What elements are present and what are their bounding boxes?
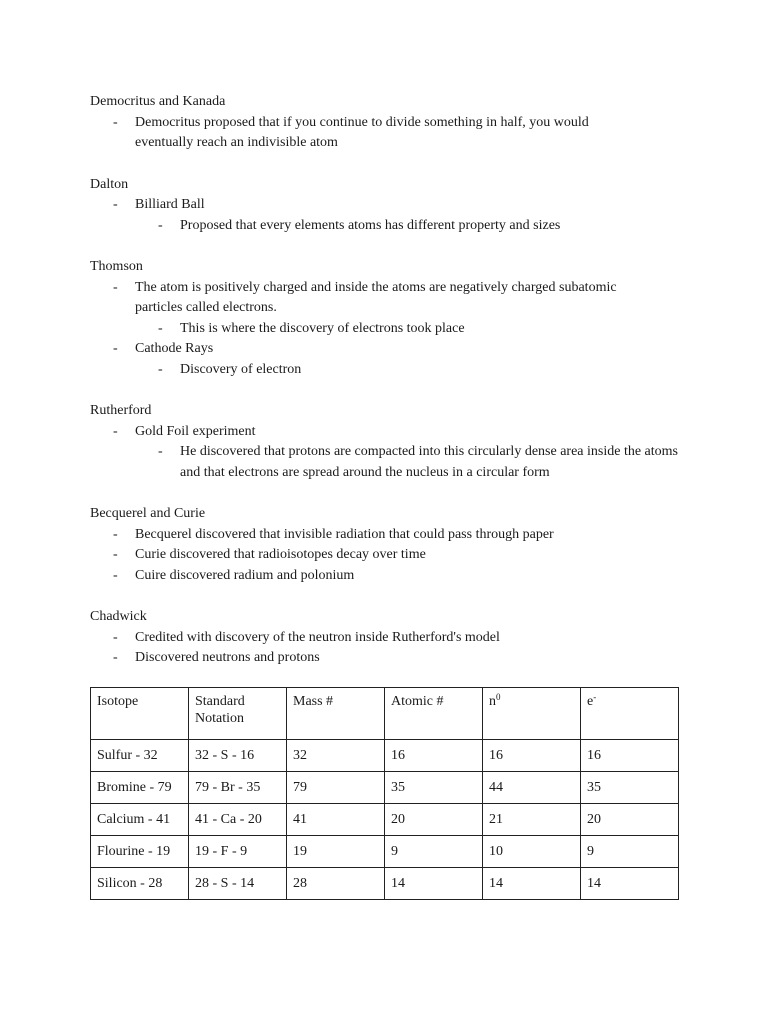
dash-marker: -	[113, 650, 118, 665]
cell-atomic-number: 14	[385, 868, 483, 900]
cell-neutrons: 44	[483, 772, 581, 804]
section-chadwick	[90, 607, 690, 669]
cell-standard-notation: 79 - Br - 35	[189, 772, 287, 804]
dash-marker: -	[113, 526, 118, 542]
cell-atomic-number: 9	[385, 836, 483, 868]
table-row	[91, 836, 679, 868]
dash-marker: -	[158, 217, 163, 233]
section-becquerel-curie	[90, 504, 690, 586]
cell-isotope: Silicon - 28	[91, 868, 189, 900]
header-atomic-number: Atomic #	[385, 688, 483, 740]
dash-marker: -	[113, 423, 118, 439]
table-row	[91, 804, 679, 836]
cell-atomic-number: 20	[385, 804, 483, 836]
bullet-item: - Cuire discovered radium and polonium	[90, 566, 645, 587]
section-heading: Becquerel and Curie	[90, 506, 206, 521]
section-heading: Chadwick	[90, 609, 147, 624]
cell-standard-notation: 19 - F - 9	[189, 836, 287, 868]
dash-marker: -	[113, 197, 118, 212]
cell-neutrons: 14	[483, 868, 581, 900]
dash-marker: -	[158, 320, 163, 336]
cell-mass-number: 28	[287, 868, 385, 900]
sub-bullet-item: - Discovery of electron	[90, 360, 690, 381]
cell-neutrons: 21	[483, 804, 581, 836]
header-isotope: Isotope	[91, 688, 189, 740]
dash-marker: -	[113, 279, 118, 295]
table-row	[91, 740, 679, 772]
header-standard-notation: Standard Notation	[189, 688, 287, 740]
bullet-item: - The atom is positively charged and inside the atoms are negatively charged subatomic particles called electrons.	[113, 279, 617, 315]
bullet-item: - Billiard Ball	[90, 195, 645, 216]
isotope-table	[90, 687, 679, 900]
dash-marker: -	[113, 547, 118, 562]
table-row	[91, 772, 679, 804]
cell-isotope: Flourine - 19	[91, 836, 189, 868]
dash-marker: -	[158, 444, 163, 459]
bullet-item: - Curie discovered that radioisotopes decay over time	[90, 545, 645, 566]
table-header-row	[91, 688, 679, 740]
dash-marker: -	[158, 361, 163, 377]
dash-marker: -	[113, 567, 118, 583]
section-dalton	[90, 175, 690, 237]
bullet-item: - Credited with discovery of the neutron inside Rutherford's model	[90, 628, 645, 649]
bullet-item: - Becquerel discovered that invisible radiation that could pass through paper	[90, 525, 645, 546]
header-mass-number: Mass #	[287, 688, 385, 740]
cell-isotope: Bromine - 79	[91, 772, 189, 804]
sub-bullet-item: - This is where the discovery of electrons took place	[90, 319, 690, 340]
cell-mass-number: 79	[287, 772, 385, 804]
cell-mass-number: 41	[287, 804, 385, 836]
header-electrons: e-	[581, 688, 679, 740]
sub-bullet-item: - Proposed that every elements atoms has different property and sizes	[90, 216, 690, 237]
section-thomson	[90, 257, 690, 380]
cell-atomic-number: 35	[385, 772, 483, 804]
dash-marker: -	[113, 629, 118, 645]
bullet-item: - Cathode Rays	[90, 339, 645, 360]
notes-body	[90, 92, 690, 690]
section-heading: Thomson	[90, 259, 143, 274]
cell-atomic-number: 16	[385, 740, 483, 772]
cell-mass-number: 32	[287, 740, 385, 772]
table-row	[91, 868, 679, 900]
cell-electrons: 35	[581, 772, 679, 804]
section-democritus	[90, 92, 690, 154]
bullet-item: - Discovered neutrons and protons	[90, 648, 645, 669]
header-neutrons: $n^0$	[483, 688, 581, 740]
cell-isotope: Sulfur - 32	[91, 740, 189, 772]
cell-neutrons: 16	[483, 740, 581, 772]
cell-electrons: 16	[581, 740, 679, 772]
dash-marker: -	[113, 114, 118, 130]
cell-mass-number: 19	[287, 836, 385, 868]
cell-isotope: Calcium - 41	[91, 804, 189, 836]
cell-standard-notation: 28 - S - 14	[189, 868, 287, 900]
cell-standard-notation: 32 - S - 16	[189, 740, 287, 772]
section-heading: Dalton	[90, 176, 129, 192]
section-rutherford	[90, 401, 690, 483]
cell-electrons: 14	[581, 868, 679, 900]
bullet-item: - Gold Foil experiment	[90, 422, 645, 443]
dash-marker: -	[113, 341, 118, 356]
bullet-item: - Democritus proposed that if you continue to divide something in half, you would eventually reach an indivisible atom	[113, 114, 589, 150]
section-heading: Democritus and Kanada	[90, 94, 226, 109]
section-heading: Rutherford	[90, 403, 152, 418]
cell-standard-notation: 41 - Ca - 20	[189, 804, 287, 836]
cell-neutrons: 10	[483, 836, 581, 868]
cell-electrons: 9	[581, 836, 679, 868]
sub-bullet-item: - He discovered that protons are compacted into this circularly dense area inside the atoms and that electrons are spread around the nucleus in a circular form	[158, 444, 678, 480]
cell-electrons: 20	[581, 804, 679, 836]
